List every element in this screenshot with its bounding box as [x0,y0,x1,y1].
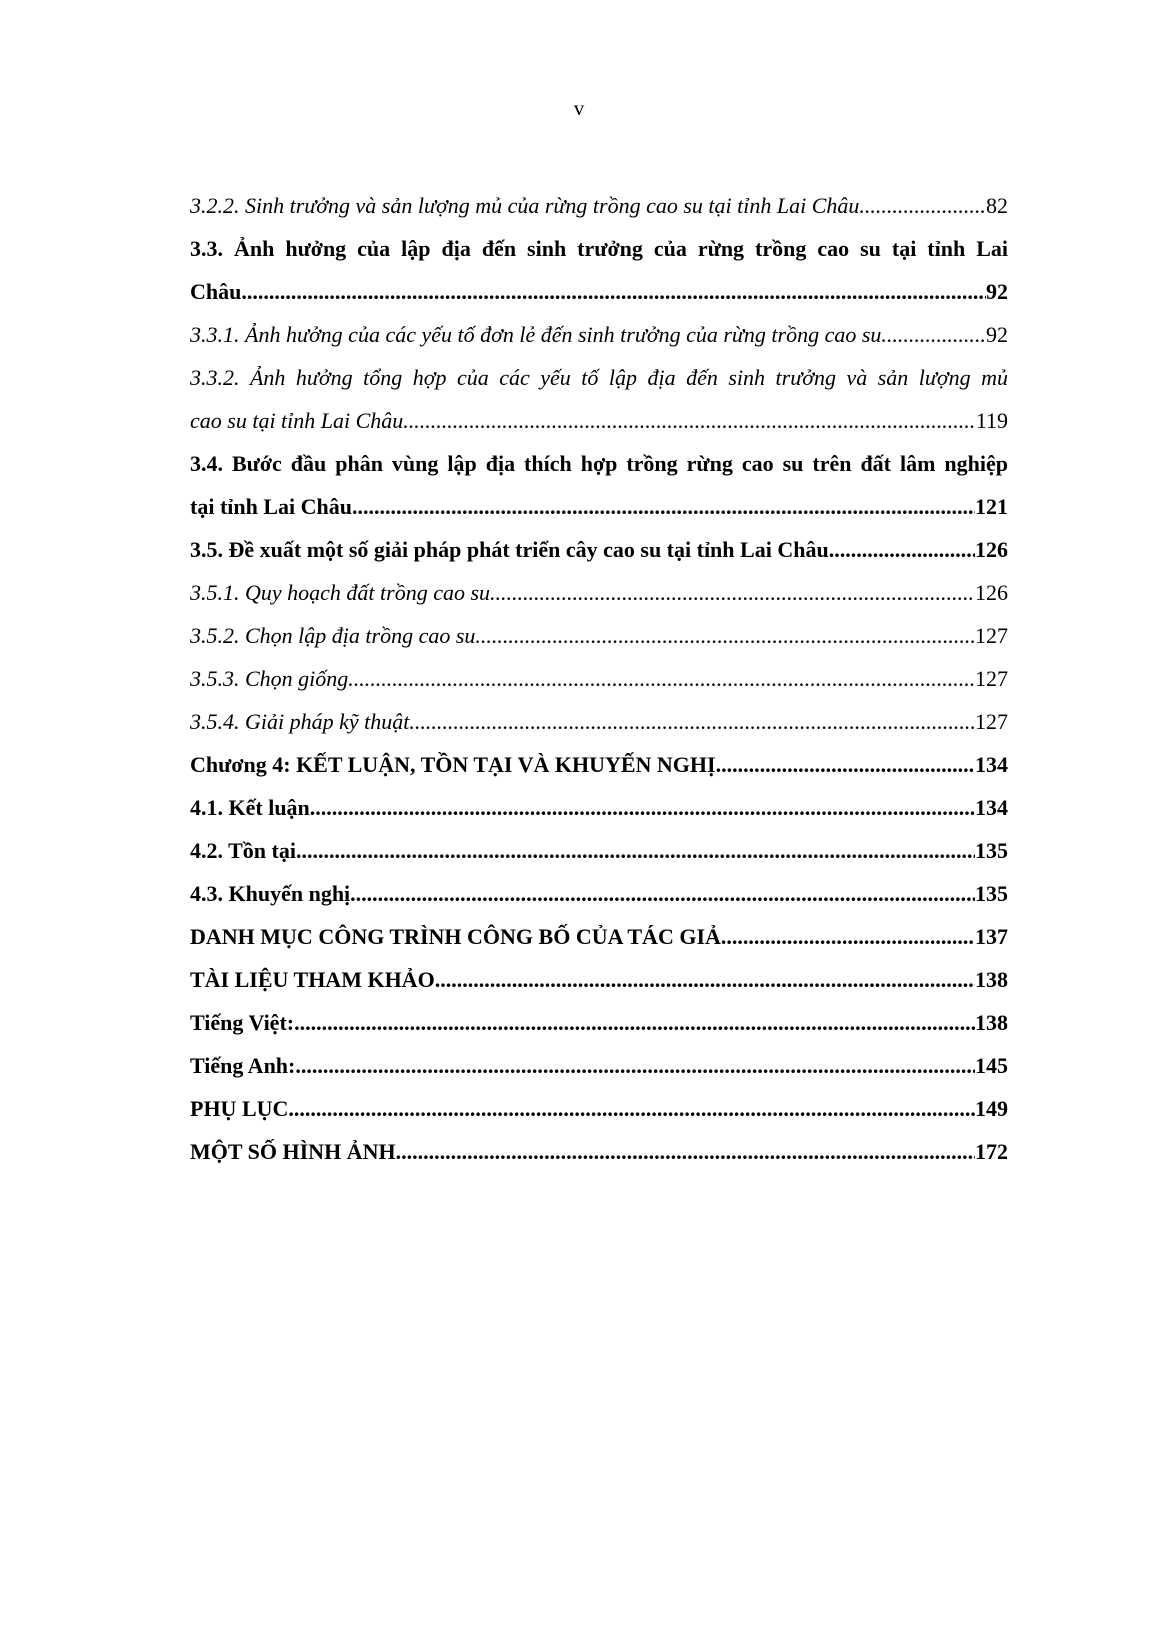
toc-leader-dots [881,313,986,356]
toc-entry-page: 92 [986,279,1008,304]
toc-entry-page: 92 [986,322,1008,347]
toc-entry[interactable] [190,313,1008,356]
toc-entry-title: 3.5.4. Giải pháp kỹ thuật [190,709,410,734]
toc-entry[interactable] [190,872,1008,915]
toc-entry-title: Chương 4: KẾT LUẬN, TỒN TẠI VÀ KHUYẾN NGHỊ [190,752,716,777]
toc-entry-title-line1: 3.4. Bước đầu phân vùng lập địa thích hợp trồng rừng cao su trên đất lâm nghiệp [190,451,1008,476]
toc-entry-title: Tiếng Anh: [190,1053,296,1078]
toc-leader-dots [294,1001,975,1044]
toc-entry-title: 3.3.1. Ảnh hưởng của các yếu tố đơn lẻ đến sinh trưởng của rừng trồng cao su [190,322,882,347]
toc-entry-page: 145 [975,1053,1008,1078]
toc-entry-page: 127 [975,666,1008,691]
toc-leader-dots [716,743,975,786]
toc-entry-title: 3.5. Đề xuất một số giải pháp phát triển cây cao su tại tỉnh Lai Châu [190,537,829,562]
toc-leader-dots [490,571,975,614]
toc-entry-title: 4.3. Khuyến nghị [190,881,351,906]
toc-entry[interactable] [190,786,1008,829]
toc-entry-page: 172 [975,1139,1008,1164]
toc-leader-dots [295,1044,975,1087]
toc-leader-dots [859,184,986,227]
toc-entry[interactable] [190,1044,1008,1087]
toc-entry-page: 137 [975,924,1008,949]
toc-entry-title: 4.1. Kết luận [190,795,310,820]
toc-entry-page: 134 [975,752,1008,777]
toc-entry-title-line2: tại tỉnh Lai Châu [190,494,352,519]
page-number: v [573,96,585,120]
toc-leader-dots [241,270,986,313]
table-of-contents [190,184,1008,1173]
toc-entry-page: 82 [986,193,1008,218]
toc-entry-title: MỘT SỐ HÌNH ẢNH [190,1139,396,1164]
toc-leader-dots [296,829,975,872]
toc-entry-title: 3.2.2. Sinh trưởng và sản lượng mủ của rừng trồng cao su tại tỉnh Lai Châu [190,193,860,218]
toc-entry-title: 3.5.1. Quy hoạch đất trồng cao su [190,580,491,605]
toc-leader-dots [310,786,975,829]
toc-leader-dots [829,528,975,571]
toc-entry-page: 134 [975,795,1008,820]
toc-entry[interactable] [190,1087,1008,1130]
toc-entry[interactable] [190,184,1008,227]
toc-entry[interactable] [190,700,1008,743]
toc-leader-dots [403,399,976,442]
toc-entry-title: 3.5.3. Chọn giống [190,666,349,691]
toc-entry-title-line2: Châu [190,279,242,304]
toc-entry-title-line2: cao su tại tỉnh Lai Châu [190,408,404,433]
toc-leader-dots [350,872,975,915]
toc-entry-page: 138 [975,967,1008,992]
toc-entry[interactable] [190,958,1008,1001]
toc-leader-dots [352,485,975,528]
toc-entry[interactable] [190,657,1008,700]
toc-entry-page: 121 [975,494,1008,519]
toc-entry-page: 119 [975,408,1008,433]
toc-entry[interactable] [190,227,1008,313]
toc-leader-dots [721,915,975,958]
toc-entry-title: DANH MỤC CÔNG TRÌNH CÔNG BỐ CỦA TÁC GIẢ [190,924,721,949]
toc-entry-page: 126 [975,580,1008,605]
toc-entry-page: 135 [975,881,1008,906]
toc-leader-dots [348,657,975,700]
toc-entry[interactable] [190,614,1008,657]
toc-entry[interactable] [190,571,1008,614]
toc-entry-title: PHỤ LỤC [190,1096,289,1121]
toc-entry[interactable] [190,829,1008,872]
toc-entry-title: TÀI LIỆU THAM KHẢO [190,967,435,992]
toc-entry-title: 4.2. Tồn tại [190,838,296,863]
toc-entry-page: 126 [975,537,1008,562]
toc-entry[interactable] [190,1130,1008,1173]
toc-entry[interactable] [190,528,1008,571]
toc-entry[interactable] [190,743,1008,786]
toc-entry-page: 138 [975,1010,1008,1035]
toc-entry-page: 135 [975,838,1008,863]
toc-entry-title-line1: 3.3.2. Ảnh hưởng tổng hợp của các yếu tố lập địa đến sinh trưởng và sản lượng mủ [190,365,1008,390]
toc-leader-dots [435,958,975,1001]
toc-entry-page: 127 [975,623,1008,648]
toc-entry-title: Tiếng Việt: [190,1010,295,1035]
toc-entry[interactable] [190,356,1008,442]
toc-entry-page: 149 [975,1096,1008,1121]
toc-entry-page: 127 [975,709,1008,734]
toc-leader-dots [409,700,975,743]
toc-leader-dots [288,1087,975,1130]
toc-entry[interactable] [190,1001,1008,1044]
toc-entry-title-line1: 3.3. Ảnh hưởng của lập địa đến sinh trưởng của rừng trồng cao su tại tỉnh Lai [190,236,1008,261]
toc-leader-dots [475,614,975,657]
toc-leader-dots [396,1130,975,1173]
toc-entry-title: 3.5.2. Chọn lập địa trồng cao su [190,623,476,648]
toc-entry[interactable] [190,915,1008,958]
toc-entry[interactable] [190,442,1008,528]
